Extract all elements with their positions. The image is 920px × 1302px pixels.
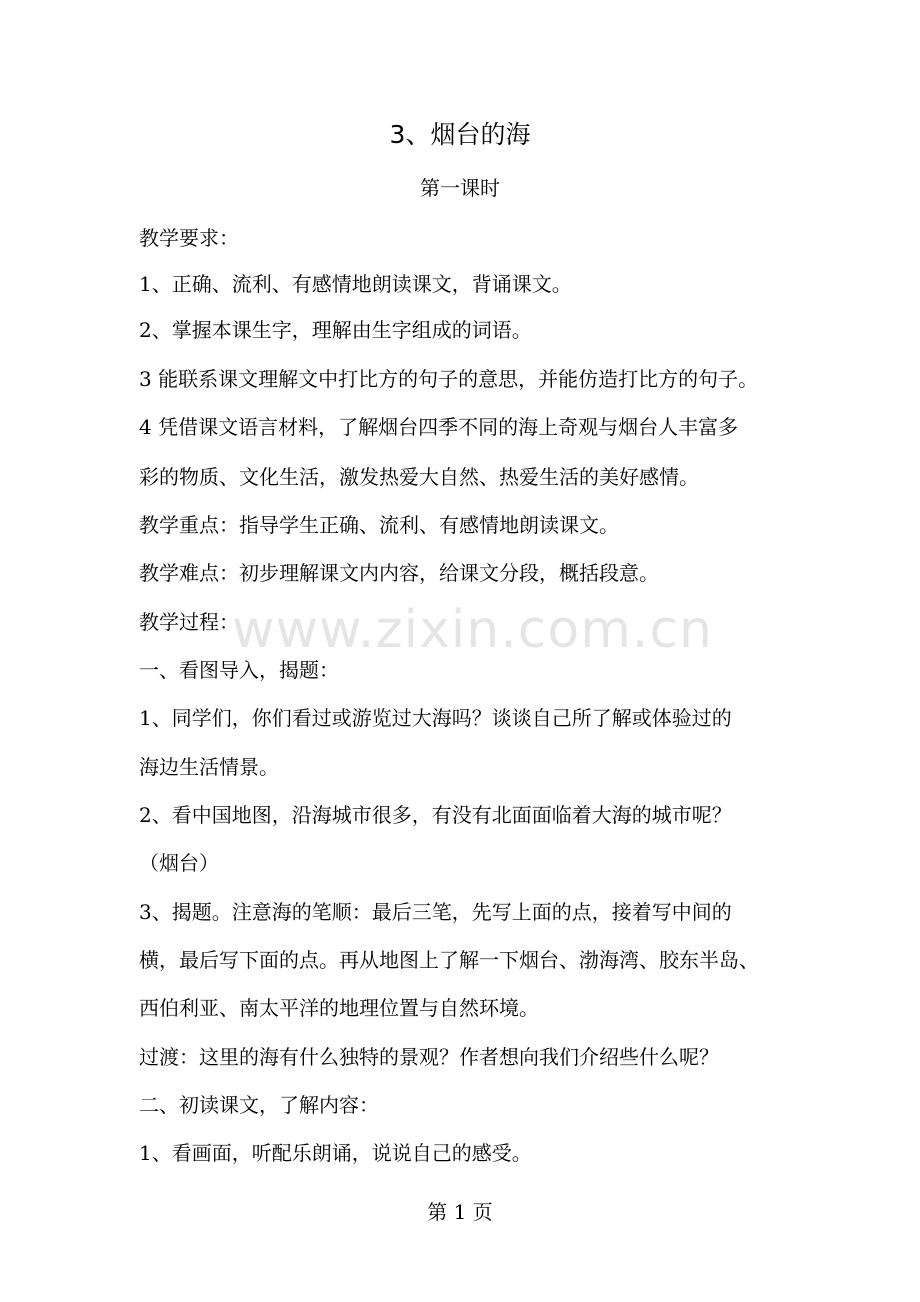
- document-title: 3、烟台的海: [389, 120, 531, 149]
- paragraph-line: 西伯利亚、南太平洋的地理位置与自然环境。: [139, 996, 539, 1020]
- paragraph-line: 过渡：这里的海有什么独特的景观？作者想向我们介绍些什么呢？: [139, 1045, 719, 1069]
- paragraph-line: 彩的物质、文化生活，激发热爱大自然、热爱生活的美好感情。: [139, 465, 699, 489]
- paragraph-line: 教学难点：初步理解课文内内容，给课文分段，概括段意。: [139, 561, 659, 585]
- watermark: www.zixin.com.cn: [232, 600, 713, 660]
- paragraph-line: 教学过程：: [139, 610, 239, 634]
- paragraph-line: 2、看中国地图，沿海城市很多，有没有北面面临着大海的城市呢？: [139, 803, 732, 827]
- paragraph-line: 教学重点：指导学生正确、流利、有感情地朗读课文。: [139, 513, 619, 537]
- paragraph-line: 1、同学们，你们看过或游览过大海吗？谈谈自己所了解或体验过的: [139, 706, 732, 730]
- paragraph-line: 1、看画面，听配乐朗诵，说说自己的感受。: [139, 1141, 532, 1165]
- paragraph-line: 二、初读课文，了解内容：: [139, 1093, 379, 1117]
- paragraph-line: 3 能联系课文理解文中打比方的句子的意思，并能仿造打比方的句子。: [139, 367, 759, 391]
- paragraph-line: （烟台）: [139, 851, 219, 875]
- document-subtitle: 第一课时: [420, 176, 500, 200]
- paragraph-line: 教学要求：: [139, 226, 239, 250]
- paragraph-line: 3、揭题。注意海的笔顺：最后三笔，先写上面的点，接着写中间的: [139, 900, 732, 924]
- paragraph-line: 4 凭借课文语言材料，了解烟台四季不同的海上奇观与烟台人丰富多: [139, 415, 739, 439]
- paragraph-line: 2、掌握本课生字，理解由生字组成的词语。: [139, 318, 532, 342]
- paragraph-line: 一、看图导入，揭题：: [139, 658, 339, 682]
- paragraph-line: 横，最后写下面的点。再从地图上了解一下烟台、渤海湾、胶东半岛、: [139, 948, 759, 972]
- page-number: 第 1 页: [427, 1200, 493, 1224]
- paragraph-line: 海边生活情景。: [139, 755, 279, 779]
- paragraph-line: 1、正确、流利、有感情地朗读课文，背诵课文。: [139, 272, 572, 296]
